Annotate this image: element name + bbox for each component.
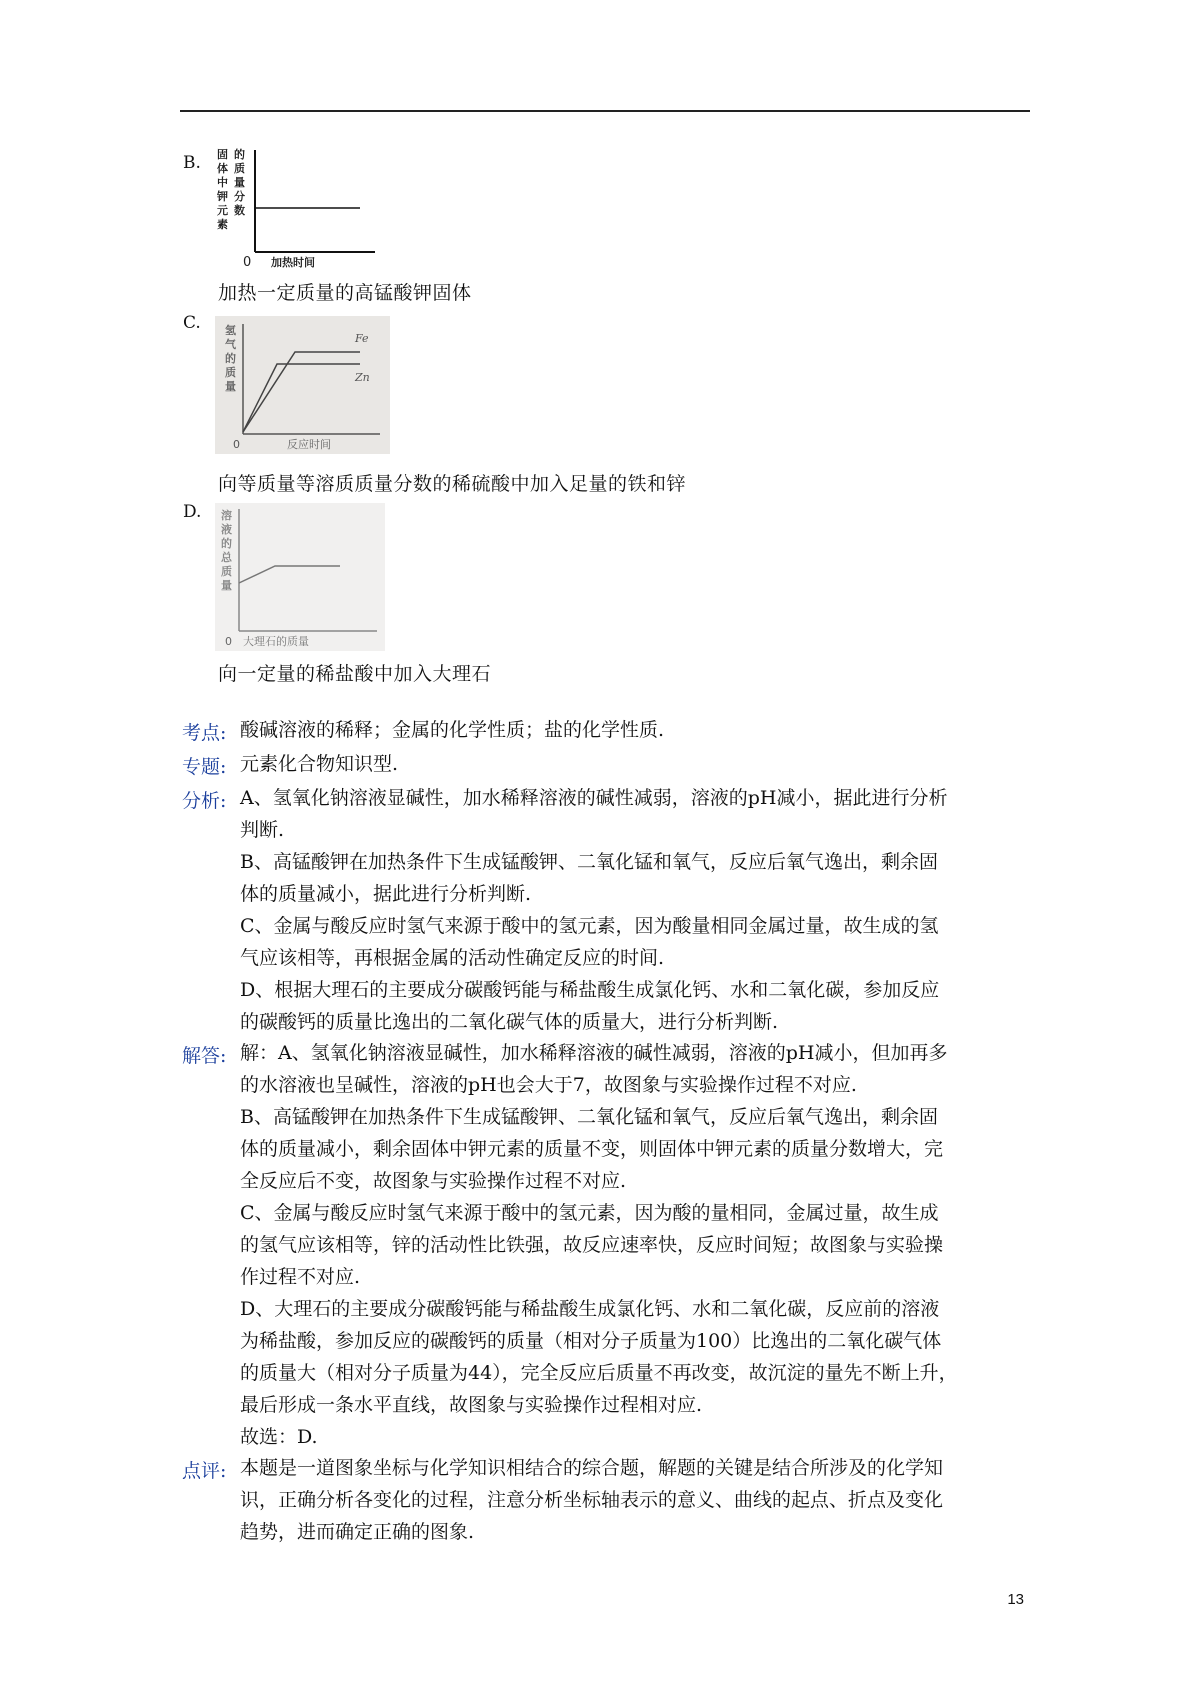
option-d-xlabel: 大理石的质量 [243, 635, 309, 648]
jieda-line: C、金属与酸反应时氢气来源于酸中的氢元素，因为酸的量相同，金属过量，故生成 [240, 1202, 939, 1224]
option-b-ylabel-char: 的 [234, 148, 245, 161]
option-b-ylabel-char: 体 [217, 162, 228, 175]
jieda-line: 解：A、氢氧化钠溶液显碱性，加水稀释溶液的碱性减弱，溶液的pH减小，但加再多 [240, 1042, 948, 1064]
option-c-ylabel-char: 的 [225, 352, 236, 365]
option-c-ylabel-char: 氢 [225, 324, 236, 337]
dianping-text [240, 1452, 943, 1548]
jieda-label: 解答: [182, 1045, 227, 1067]
option-b-ylabel-char: 钾 [217, 190, 228, 203]
option-c-figure [215, 316, 390, 454]
jieda-line: 的氢气应该相等，锌的活动性比铁强，故反应速率快，反应时间短；故图象与实验操 [240, 1234, 944, 1256]
option-d-ylabel-char: 质 [221, 565, 232, 578]
jieda-line: 的质量大（相对分子质量为44），完全反应后质量不再改变，故沉淀的量先不断上升， [240, 1362, 958, 1384]
option-b-ylabel-char: 数 [234, 204, 245, 217]
fenxi-label: 分析: [182, 790, 227, 812]
jieda-line: 为稀盐酸，参加反应的碳酸钙的质量（相对分子质量为100）比逸出的二氧化碳气体 [240, 1330, 942, 1352]
option-d-photo-bg [215, 503, 385, 651]
kaodian-line: 酸碱溶液的稀释；金属的化学性质；盐的化学性质. [240, 719, 665, 741]
option-b-ylabel-char: 元 [217, 204, 228, 217]
zhuanti-text [240, 748, 398, 780]
dianping-line: 本题是一道图象坐标与化学知识相结合的综合题，解题的关键是结合所涉及的化学知 [240, 1457, 944, 1479]
option-b-ylabel-char: 素 [217, 218, 228, 231]
option-d-ylabel-char: 的 [221, 537, 232, 550]
jieda-line: 体的质量减小，剩余固体中钾元素的质量不变，则固体中钾元素的质量分数增大，完 [240, 1138, 944, 1160]
fenxi-line: 气应该相等，再根据金属的活动性确定反应的时间. [240, 947, 665, 969]
jieda-line: 最后形成一条水平直线，故图象与实验操作过程相对应. [240, 1394, 703, 1416]
option-b-ylabel-char: 中 [217, 176, 228, 189]
option-c-letter: C. [183, 313, 201, 333]
option-d-caption: 向一定量的稀盐酸中加入大理石 [218, 663, 492, 685]
jieda-line: 的水溶液也呈碱性，溶液的pH也会大于7，故图象与实验操作过程不对应. [240, 1074, 857, 1096]
dianping-label: 点评: [182, 1460, 227, 1482]
header-rule [180, 110, 1030, 112]
option-c-caption: 向等质量等溶质质量分数的稀硫酸中加入足量的铁和锌 [218, 473, 687, 495]
option-b-ylabel [216, 147, 245, 231]
option-d-ylabel-char: 溶 [221, 509, 232, 522]
fenxi-line: B、高锰酸钾在加热条件下生成锰酸钾、二氧化锰和氧气，反应后氧气逸出，剩余固 [240, 851, 938, 873]
option-d-ylabel-char: 量 [221, 579, 232, 592]
option-c-ylabel-char: 量 [225, 380, 236, 393]
option-c-origin: 0 [233, 438, 240, 451]
fenxi-line: A、氢氧化钠溶液显碱性，加水稀释溶液的碱性减弱，溶液的pH减小，据此进行分析 [240, 787, 948, 809]
jieda-line: 作过程不对应. [240, 1266, 361, 1288]
zhuanti-label: 专题: [182, 756, 227, 778]
jieda-text [240, 1037, 958, 1453]
option-d-graph [215, 503, 385, 651]
fenxi-line: D、根据大理石的主要成分碳酸钙能与稀盐酸生成氯化钙、水和二氧化碳，参加反应 [240, 979, 940, 1001]
fenxi-line: C、金属与酸反应时氢气来源于酸中的氢元素，因为酸量相同金属过量，故生成的氢 [240, 915, 939, 937]
option-b-ylabel-char: 量 [234, 176, 245, 189]
fenxi-line: 判断. [240, 819, 285, 841]
option-b-ylabel-char: 固 [217, 148, 228, 161]
option-b-figure [215, 146, 385, 270]
dianping-line: 识，正确分析各变化的过程，注意分析坐标轴表示的意义、曲线的起点、折点及变化 [240, 1489, 944, 1511]
option-b-ylabel-char: 分 [234, 190, 245, 203]
option-b-caption: 加热一定质量的高锰酸钾固体 [218, 282, 472, 304]
option-c-label-zn: Zn [355, 371, 370, 384]
page-number: 13 [1007, 1591, 1024, 1608]
jieda-line: 故选：D. [240, 1426, 318, 1448]
option-b-origin: 0 [243, 255, 252, 270]
option-c-ylabel [225, 323, 237, 393]
option-b-xlabel: 加热时间 [271, 256, 315, 269]
jieda-line: D、大理石的主要成分碳酸钙能与稀盐酸生成氯化钙、水和二氧化碳，反应前的溶液 [240, 1298, 940, 1320]
option-c-graph [215, 316, 390, 454]
option-b-ylabel-char: 质 [234, 162, 245, 175]
option-c-xlabel: 反应时间 [287, 438, 331, 451]
option-d-ylabel-char: 液 [221, 523, 232, 536]
option-c-label-fe: Fe [355, 332, 369, 345]
option-c-ylabel-char: 质 [225, 366, 236, 379]
jieda-line: 全反应后不变，故图象与实验操作过程不对应. [240, 1170, 627, 1192]
option-b-graph [215, 146, 385, 270]
jieda-line: B、高锰酸钾在加热条件下生成锰酸钾、二氧化锰和氧气，反应后氧气逸出，剩余固 [240, 1106, 938, 1128]
kaodian-text [240, 714, 664, 746]
kaodian-label: 考点: [182, 722, 227, 744]
option-d-ylabel-char: 总 [221, 551, 232, 564]
option-d-origin: 0 [225, 635, 232, 648]
option-c-ylabel-char: 气 [225, 338, 236, 351]
dianping-line: 趋势，进而确定正确的图象. [240, 1521, 475, 1543]
fenxi-text [240, 782, 947, 1038]
zhuanti-line: 元素化合物知识型. [240, 753, 399, 775]
fenxi-line: 体的质量减小，据此进行分析判断. [240, 883, 532, 905]
option-d-figure [215, 503, 385, 651]
option-b-letter: B. [183, 153, 201, 173]
option-d-letter: D. [183, 502, 202, 522]
fenxi-line: 的碳酸钙的质量比逸出的二氧化碳气体的质量大，进行分析判断. [240, 1011, 779, 1033]
